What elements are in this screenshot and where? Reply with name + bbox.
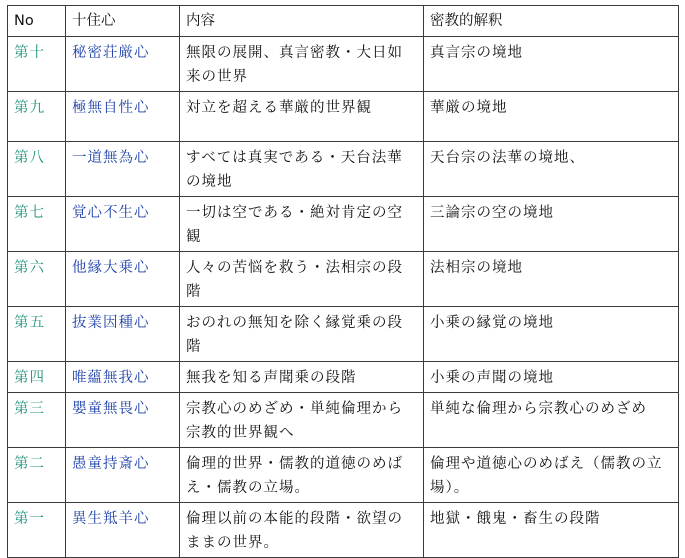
row-stage-name: 愚童持斎心 xyxy=(66,448,180,503)
row-stage-name: 嬰童無畏心 xyxy=(66,393,180,448)
table-row xyxy=(8,252,679,307)
row-content: 人々の苦悩を救う・法相宗の段階 xyxy=(180,252,424,307)
row-interpretation: 地獄・餓鬼・畜生の段階 xyxy=(424,503,679,558)
row-rank: 第一 xyxy=(8,503,66,558)
row-rank: 第四 xyxy=(8,362,66,393)
row-content: 倫理的世界・儒教的道徳のめばえ・儒教の立場。 xyxy=(180,448,424,503)
row-content: 無限の展開、真言密教・大日如来の世界 xyxy=(180,37,424,92)
ten-stages-table xyxy=(7,5,679,558)
table-row xyxy=(8,37,679,92)
row-rank: 第七 xyxy=(8,197,66,252)
row-content: おのれの無知を除く縁覚乗の段階 xyxy=(180,307,424,362)
row-stage-name: 抜業因種心 xyxy=(66,307,180,362)
row-rank: 第五 xyxy=(8,307,66,362)
row-stage-name: 秘密荘厳心 xyxy=(66,37,180,92)
row-rank: 第九 xyxy=(8,92,66,142)
row-rank: 第十 xyxy=(8,37,66,92)
header-no: No xyxy=(8,6,66,37)
row-rank: 第八 xyxy=(8,142,66,197)
table-row xyxy=(8,307,679,362)
row-rank: 第三 xyxy=(8,393,66,448)
table-row xyxy=(8,197,679,252)
row-rank: 第六 xyxy=(8,252,66,307)
row-interpretation: 単純な倫理から宗教心のめざめ xyxy=(424,393,679,448)
table-row xyxy=(8,393,679,448)
row-stage-name: 極無自性心 xyxy=(66,92,180,142)
header-name: 十住心 xyxy=(66,6,180,37)
ten-stages-table-container xyxy=(7,5,678,551)
header-content: 内容 xyxy=(180,6,424,37)
row-interpretation: 三論宗の空の境地 xyxy=(424,197,679,252)
row-stage-name: 他縁大乗心 xyxy=(66,252,180,307)
row-interpretation: 法相宗の境地 xyxy=(424,252,679,307)
table-row xyxy=(8,362,679,393)
row-content: 一切は空である・絶対肯定の空観 xyxy=(180,197,424,252)
row-interpretation: 天台宗の法華の境地、 xyxy=(424,142,679,197)
row-interpretation: 小乗の声聞の境地 xyxy=(424,362,679,393)
row-interpretation: 華厳の境地 xyxy=(424,92,679,142)
row-stage-name: 覚心不生心 xyxy=(66,197,180,252)
row-content: すべては真実である・天台法華の境地 xyxy=(180,142,424,197)
table-row xyxy=(8,92,679,142)
table-row xyxy=(8,448,679,503)
table-row xyxy=(8,142,679,197)
row-content: 対立を超える華厳的世界観 xyxy=(180,92,424,142)
row-interpretation: 倫理や道徳心のめばえ（儒教の立場）。 xyxy=(424,448,679,503)
table-header-row xyxy=(8,6,679,37)
row-stage-name: 唯蘊無我心 xyxy=(66,362,180,393)
row-rank: 第二 xyxy=(8,448,66,503)
row-interpretation: 真言宗の境地 xyxy=(424,37,679,92)
row-content: 倫理以前の本能的段階・欲望のままの世界。 xyxy=(180,503,424,558)
row-stage-name: 異生羝羊心 xyxy=(66,503,180,558)
row-stage-name: 一道無為心 xyxy=(66,142,180,197)
row-interpretation: 小乗の縁覚の境地 xyxy=(424,307,679,362)
row-content: 宗教心のめざめ・単純倫理から宗教的世界観へ xyxy=(180,393,424,448)
header-interpretation: 密教的解釈 xyxy=(424,6,679,37)
row-content: 無我を知る声聞乗の段階 xyxy=(180,362,424,393)
table-row xyxy=(8,503,679,558)
